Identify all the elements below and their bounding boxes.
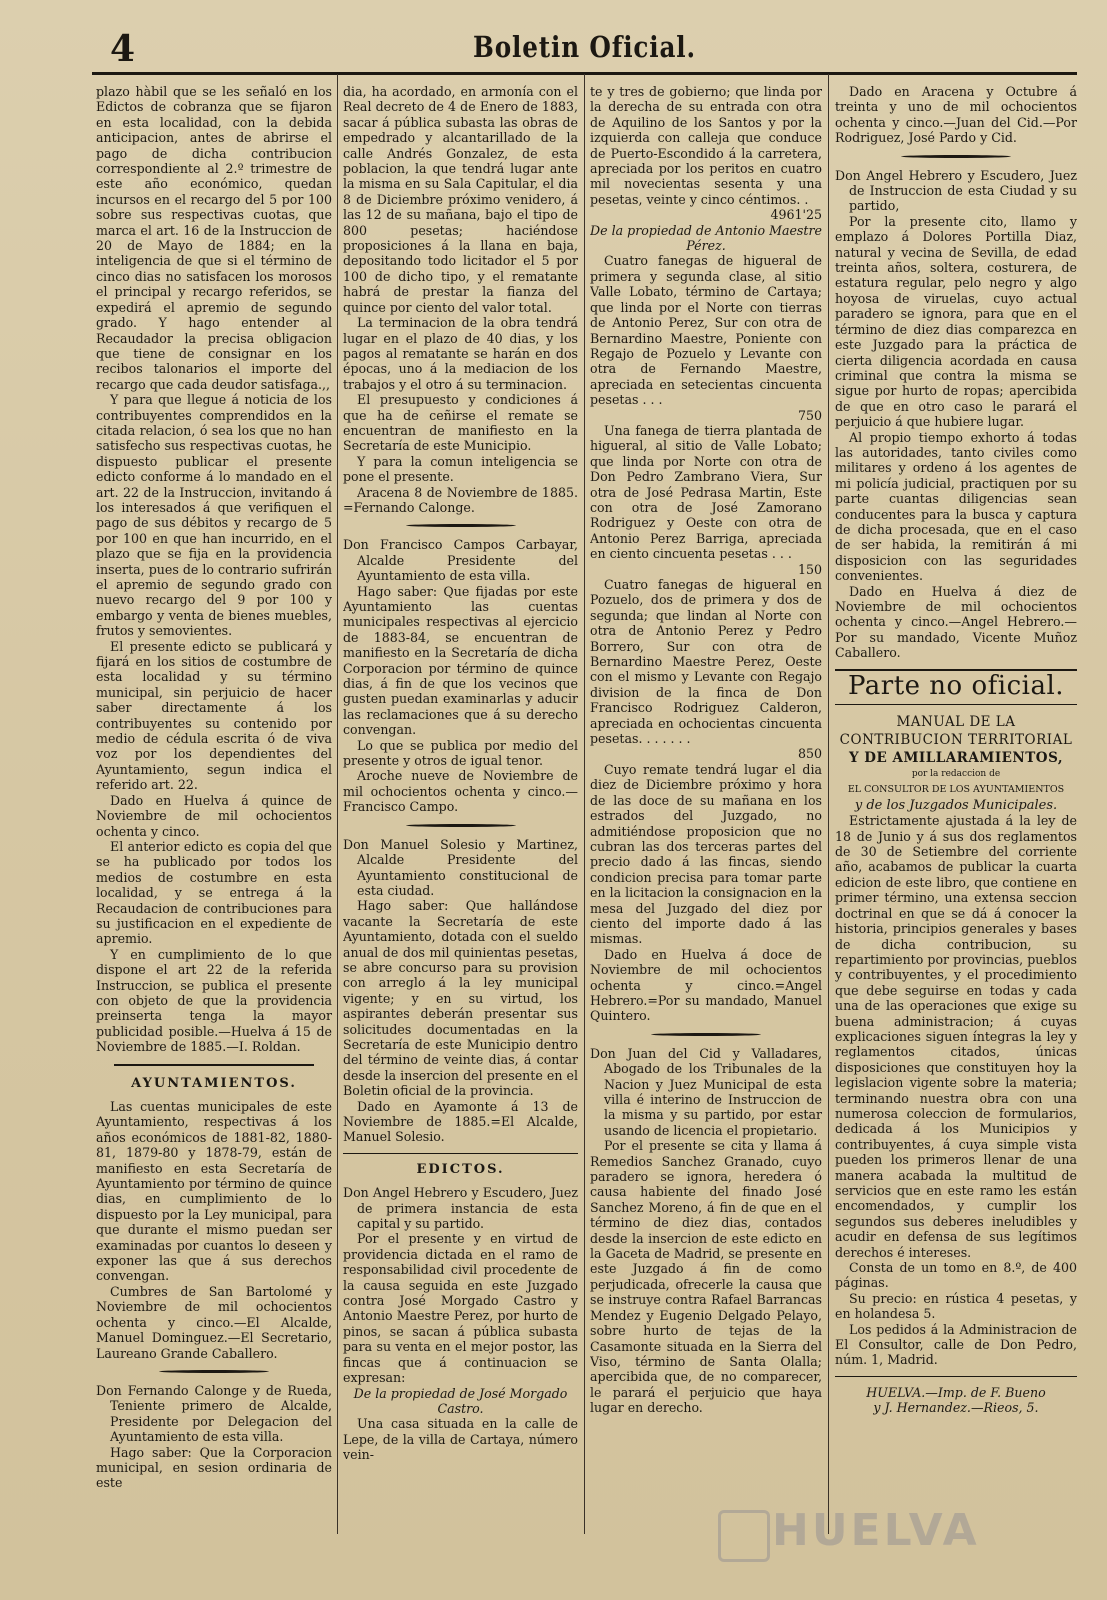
column-2 (343, 84, 578, 1590)
paragraph: Don Francisco Campos Carbayar, Alcalde Presidente del Ayuntamiento de esta villa. (343, 537, 578, 584)
value-line (590, 746, 822, 761)
divider (114, 1064, 314, 1066)
divider (901, 155, 1011, 158)
manual-subtitle: EL CONSULTOR DE LOS AYUNTAMIENTOS (847, 784, 1065, 796)
paragraph: Aroche nueve de Noviembre de mil ochocientos ochenta y cinco.—Francisco Campo. (343, 768, 578, 815)
paragraph: Hago saber: Que fijadas por este Ayuntamiento las cuentas municipales respectivas al ejercicio de 1883-84, se encuentran de manifiesto en la Secretaría de dicha Corporacion por término de quince dias, á fin de que los vecinos que gusten puedan examinarlas y aducir las reclamaciones que á su derecho convengan. (343, 583, 578, 738)
property-heading: De la propiedad de Antonio Maestre Pérez. (590, 222, 822, 254)
paragraph: Consta de un tomo en 8.º, de 400 páginas. (835, 1260, 1077, 1291)
paragraph: Cuatro fanegas de higueral en Pozuelo, dos de primera y dos de segunda; que lindan al Norte con otra de Antonio Perez y Pedro Borrero, Sur con otra de Bernardino Maestre Perez, Oeste con el mismo y Levante con Regajo division de la finca de Don Francisco Rodriguez Calderon, apreciada en ochocientas cincuenta pesetas. . . . . . . (590, 577, 822, 747)
paragraph: dia, ha acordado, en armonía con el Real decreto de 4 de Enero de 1883, sacar á pública subasta las obras de empedrado y alcantarillado de la calle Andrés Gonzalez, de esta poblacion, la que tendrá lugar ante la misma en su Sala Capitular, el dia 8 de Diciembre próximo venidero, á las 12 de su mañana, bajo el tipo de 800 pesetas; haciéndose proposiciones á la llana en baja, depositando todo licitador el 5 por 100 de dicho tipo, y el rematante habrá de prestar la fianza del quince por ciento del valor total. (343, 84, 578, 315)
paragraph: Cumbres de San Bartolomé y Noviembre de mil ochocientos ochenta y cinco.—El Alcalde, Manuel Dominguez.—El Secretario, Laureano Grande Caballero. (96, 1283, 332, 1361)
paragraph: Dado en Huelva á diez de Noviembre de mil ochocientos ochenta y cinco.—Angel Hebrero.—Por su mandado, Vicente Muñoz Caballero. (835, 583, 1077, 661)
column-divider (337, 74, 338, 1534)
paragraph: Dado en Huelva á quince de Noviembre de mil ochocientos ochenta y cinco. (96, 792, 332, 839)
manual-title: CONTRIBUCION TERRITORIAL (839, 732, 1073, 749)
paragraph: El presupuesto y condiciones á que ha de ceñirse el remate se encuentran de manifiesto en la Secretaría de este Municipio. (343, 392, 578, 454)
paragraph: Estrictamente ajustada á la ley de 18 de Junio y á sus dos reglamentos de 30 de Setiembre del corriente año, acabamos de publicar la cuarta edicion de este libro, que contiene en primer término, una extensa seccion doctrinal en que se dá á conocer la historia, principios generales y bases de dicha contribucion, su repartimiento por provincias, pueblos y contribuyentes, y el procedimiento que debe seguirse en todas y cada una de las operaciones que exige su buena administracion; á cuyas explicaciones siguen íntegras la ley y reglamentos citados, únicas disposiciones que constituyen hoy la legislacion vigente sobre la materia; terminando nuestra obra con una numerosa coleccion de formularios, dedicada á los Municipios y contribuyentes, á cuya simple vista pueden los primeros llenar de una manera acabada la multitud de servicios que en este ramo les están encomendados, y cumplir los segundos sus deberes ineludibles y acudir en defensa de sus legítimos derechos é intereses. (835, 813, 1077, 1260)
paragraph: Don Juan del Cid y Valladares, Abogado de los Tribunales de la Nacion y Juez Municipal de esta villa é interino de Instruccion de la misma y su partido, por estar usando de licencia el propietario. (590, 1045, 822, 1138)
paragraph: plazo hàbil que se les señaló en los Edictos de cobranza que se fijaron en esta localidad, con la debida anticipacion, antes de abrirse el pago de dicha contribucion correspondiente al 2.º trimestre de este año económico, quedan incursos en el recargo del 5 por 100 sobre sus respectivas cuotas, que marca el art. 16 de la Instruccion de 20 de Mayo de 1884; en la inteligencia de que si el término de cinco dias no satisfacen los morosos el principal y recargo referidos, se expedirá el apremio de segundo grado. Y hago entender al Recaudador la precisa obligacion que tiene de consignar en los recibos talonarios el importe del recargo que cada deudor satisfaga.,, (96, 84, 332, 392)
paragraph: Hago saber: Que la Corporacion municipal, en sesion ordinaria de este (96, 1444, 332, 1491)
paragraph: Cuatro fanegas de higueral de primera y segunda clase, al sitio Valle Lobato, término de Cartaya; que linda por el Norte con tierras de Antonio Perez, Sur con otra de Bernardino Maestre, Poniente con Regajo de Pozuelo y Levante con otra de Fernando Maestre, apreciada en setecientas cincuenta pesetas . . . (590, 253, 822, 408)
page-number: 4 (110, 28, 136, 70)
section-heading: AYUNTAMIENTOS. (131, 1075, 297, 1091)
section-heading: Parte no oficial. (847, 670, 1065, 701)
value-line (590, 562, 822, 577)
paragraph: Por el presente se cita y llama á Remedios Sanchez Granado, cuyo paradero se ignora, heredera ó causa habiente del finado José Sanchez Moreno, á fin de que en el término de diez dias, contados desde la insercion de este edicto en la Gaceta de Madrid, se presente en este Juzgado á fin de como perjudicada, ofrecerle la causa que se instruye contra Rafael Barrancas Mendez y Eugenio Delgado Pelayo, sobre hurto de tejas de la Casamonte situada en la Sierra del Viso, término de Santa Olalla; apercibida que, de no comparecer, le parará el perjuicio que haya lugar en derecho. (590, 1138, 822, 1416)
paragraph: Cuyo remate tendrá lugar el dia diez de Diciembre próximo y hora de las doce de su mañana en los estrados del Juzgado, no admitiéndose proposicion que no cubran las dos terceras partes del precio dado á las fincas, siendo condicion precisa para tomar parte en la licitacion la consignacion en la mesa del Juzgado del diez por ciento del importe dado á las mismas. (590, 761, 822, 947)
column-4 (835, 84, 1077, 1590)
amount: 750 (797, 407, 822, 423)
paragraph: Al propio tiempo exhorto á todas las autoridades, tanto civiles como militares y ordeno á los agentes de mi policía judicial, practiquen por su parte cuantas diligencias sean conducentes para la busca y captura de dicha procesada, que en el caso de ser habida, la remitirán á mi disposicion con las seguridades convenientes. (835, 429, 1077, 584)
column-1 (96, 84, 332, 1590)
imprint: y J. Hernandez.—Rieos, 5. (873, 1400, 1039, 1416)
paragraph: Don Manuel Solesio y Martinez, Alcalde Presidente del Ayuntamiento constitucional de esta ciudad. (343, 836, 578, 898)
divider (343, 1153, 578, 1154)
divider (835, 1376, 1077, 1377)
paragraph: La terminacion de la obra tendrá lugar en el plazo de 40 dias, y los pagos al rematante se harán en dos épocas, uno á la mediacion de los trabajos y el otro á su terminacion. (343, 315, 578, 392)
paragraph: Lo que se publica por medio del presente y otros de igual tenor. (343, 737, 578, 769)
manual-title: Y DE AMILLARAMIENTOS, (848, 750, 1064, 767)
watermark: HUELVA (772, 1505, 980, 1556)
paragraph: El presente edicto se publicará y fijará en los sitios de costumbre de esta localidad y su término municipal, sin perjuicio de hacer saber directamente á los contribuyentes su contenido por medio de cédula escrita ó de viva voz por los dependientes del Ayuntamiento, segun indica el referido art. 22. (96, 638, 332, 793)
divider (406, 824, 516, 827)
amount: 850 (797, 746, 822, 762)
paragraph: Su precio: en rústica 4 pesetas, y en holandesa 5. (835, 1290, 1077, 1322)
manual-subtitle: y de los Juzgados Municipales. (854, 797, 1058, 813)
column-3 (590, 84, 822, 1590)
paragraph: Y para la comun inteligencia se pone el presente. (343, 453, 578, 485)
property-heading: De la propiedad de José Morgado Castro. (353, 1385, 568, 1416)
paragraph: Don Fernando Calonge y de Rueda, Teniente primero de Alcalde, Presidente por Delegacion del Ayuntamiento de esta villa. (96, 1382, 332, 1445)
paragraph: Y en cumplimiento de lo que dispone el art 22 de la referida Instruccion, se publica el presente con objeto de que la providencia preinserta tenga la mayor publicidad posible.—Huelva á 15 de Noviembre de 1885.—I. Roldan. (96, 946, 332, 1055)
page-header (92, 22, 1077, 74)
manual-subtitle: por la redaccion de (911, 769, 1001, 780)
divider (651, 1033, 761, 1036)
paragraph: Hago saber: Que hallándose vacante la Secretaría de este Ayuntamiento, dotada con el sueldo anual de dos mil quinientas pesetas, se abre concurso para su provision con arreglo á la ley municipal vigente; y en su virtud, los aspirantes deberán presentar sus solicitudes documentadas en la Secretaría de este Municipio dentro del término de veinte dias, á contar desde la insercion del presente en el Boletin oficial de la provincia. (343, 898, 578, 1099)
paragraph: Una casa situada en la calle de Lepe, de la villa de Cartaya, número vein- (343, 1416, 578, 1463)
paragraph: Dado en Aracena y Octubre á treinta y uno de mil ochocientos ochenta y cinco.—Juan del Cid.—Por Rodriguez, José Pardo y Cid. (835, 84, 1077, 146)
paragraph: te y tres de gobierno; que linda por la derecha de su entrada con otra de Aquilino de los Santos y por la izquierda con calleja que conduce de Puerto-Escondido á la carretera, apreciada por los peritos en cuatro mil novecientas sesenta y una pesetas, veinte y cinco céntimos. . (590, 84, 822, 207)
value-line (590, 207, 822, 222)
paragraph: Don Angel Hebrero y Escudero, Juez de primera instancia de esta capital y su partido. (343, 1185, 578, 1232)
masthead-title: Boletin Oficial. (473, 30, 696, 64)
paragraph: Y para que llegue á noticia de los contribuyentes comprendidos en la citada relacion, ó sea los que no han satisfecho sus respectivas cuotas, he dispuesto publicar el presente edicto conforme á lo mandado en el art. 22 de la Instruccion, invitando á los interesados á que verifiquen el pago de sus débitos y recargo de 5 por 100 en que han incurrido, en el plazo que se fija en la providencia inserta, pues de lo contrario sufrirán el apremio de segundo grado con nuevo recargo del 9 por 100 y embargo y venta de bienes muebles, frutos y semovientes. (96, 392, 332, 639)
amount: 150 (797, 561, 822, 577)
amount: 4961'25 (770, 207, 822, 223)
imprint: HUELVA.—Imp. de F. Bueno (866, 1384, 1046, 1400)
paragraph: Dado en Huelva á doce de Noviembre de mil ochocientos ochenta y cinco.=Angel Hebrero.=Por su mandado, Manuel Quintero. (590, 946, 822, 1024)
paragraph: Los pedidos á la Administracion de El Consultor, calle de Don Pedro, núm. 1, Madrid. (835, 1321, 1077, 1368)
paragraph: El anterior edicto es copia del que se ha publicado por todos los medios de costumbre en esta localidad, y se entrega á la Recaudacion de contribuciones para su justificacion en el expediente de apremio. (96, 838, 332, 947)
paragraph: Don Angel Hebrero y Escudero, Juez de Instruccion de esta Ciudad y su partido, (835, 167, 1077, 214)
divider (159, 1370, 269, 1373)
paragraph: Aracena 8 de Noviembre de 1885. =Fernando Calonge. (343, 484, 578, 515)
divider (406, 524, 516, 527)
divider (835, 704, 1077, 705)
section-heading: EDICTOS. (416, 1161, 505, 1177)
paragraph: Una fanega de tierra plantada de higueral, al sitio de Valle Lobato; que linda por Norte con otra de Don Pedro Zambrano Viera, Sur otra de José Pedrasa Martin, Este con otra de José Zamorano Rodriguez y Oeste con otra de Antonio Perez Barriga, apreciada en ciento cincuenta pesetas . . . (590, 422, 822, 562)
watermark-logo (718, 1510, 770, 1562)
paragraph: Dado en Ayamonte á 13 de Noviembre de 1885.=El Alcalde, Manuel Solesio. (343, 1098, 578, 1145)
manual-title: MANUAL DE LA (896, 714, 1016, 731)
column-divider (584, 74, 585, 1534)
paragraph: Las cuentas municipales de este Ayuntamiento, respectivas á los años económicos de 1881-82, 1880-81, 1879-80 y 1878-79, están de manifiesto en esta Secretaría de Ayuntamiento por término de quince dias, en cumplimiento de lo dispuesto por la Ley municipal, para que durante el mismo puedan ser examinadas por cuantos lo deseen y exponer las que á sus derechos convengan. (96, 1099, 332, 1284)
paragraph: Por la presente cito, llamo y emplazo á Dolores Portilla Diaz, natural y vecina de Sevilla, de edad treinta años, soltera, costurera, de estatura regular, pelo negro y algo hoyosa de viruelas, cuyo actual paradero se ignora, para que en el término de diez dias comparezca en este Juzgado para la práctica de cierta diligencia acordada en causa criminal que contra la misma se sigue por hurto de ropas; apercibida de que en otro caso le parará el perjuicio á que hubiere lugar. (835, 213, 1077, 430)
paragraph: Por el presente y en virtud de providencia dictada en el ramo de responsabilidad civil procedente de la causa seguida en este Juzgado contra José Morgado Castro y Antonio Maestre Perez, por hurto de pinos, se sacan á pública subasta para su venta en el mejor postor, las fincas que á continuacion se expresan: (343, 1231, 578, 1386)
column-divider (828, 74, 829, 1534)
value-line (590, 408, 822, 423)
